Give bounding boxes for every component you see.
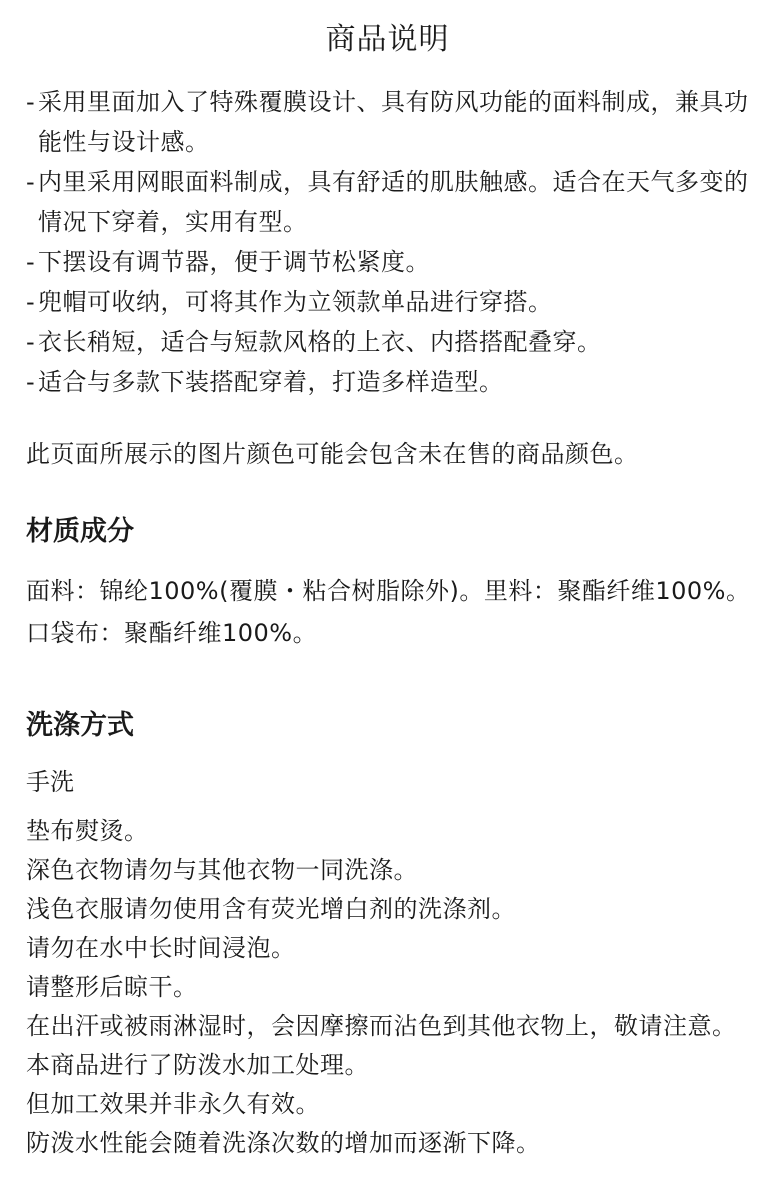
washing-instruction: 请勿在水中长时间浸泡。 (26, 934, 296, 962)
feature-text: 衣长稍短，适合与短款风格的上衣、内搭搭配叠穿。 (38, 328, 602, 356)
feature-item (26, 82, 756, 162)
color-disclaimer: 此页面所展示的图片颜色可能会包含未在售的商品颜色。 (26, 440, 639, 468)
feature-item (26, 322, 756, 362)
washing-heading: 洗涤方式 (26, 710, 134, 741)
washing-instruction: 深色衣物请勿与其他衣物一同洗涤。 (26, 856, 418, 884)
page-title: 商品说明 (325, 22, 450, 57)
feature-item (26, 242, 756, 282)
washing-instruction: 浅色衣服请勿使用含有荧光增白剂的洗涤剂。 (26, 895, 516, 923)
bullet-dash: - (26, 248, 36, 276)
feature-text: 采用里面加入了特殊覆膜设计、具有防风功能的面料制成，兼具功能性与设计感。 (38, 88, 749, 156)
bullet-dash: - (26, 88, 36, 116)
feature-text: 兜帽可收纳，可将其作为立领款单品进行穿搭。 (38, 288, 553, 316)
feature-item (26, 162, 756, 242)
bullet-dash: - (26, 328, 36, 356)
feature-item (26, 362, 756, 402)
washing-instruction: 但加工效果并非永久有效。 (26, 1090, 320, 1118)
feature-text: 内里采用网眼面料制成，具有舒适的肌肤触感。适合在天气多变的情况下穿着，实用有型。 (38, 168, 749, 236)
feature-list (26, 82, 756, 402)
washing-instruction: 请整形后晾干。 (26, 973, 198, 1001)
washing-instruction: 在出汗或被雨淋湿时，会因摩擦而沾色到其他衣物上，敬请注意。 (26, 1012, 737, 1040)
bullet-dash: - (26, 288, 36, 316)
washing-instruction: 本商品进行了防泼水加工处理。 (26, 1051, 369, 1079)
bullet-dash: - (26, 368, 36, 396)
feature-text: 适合与多款下装搭配穿着，打造多样造型。 (38, 368, 504, 396)
washing-instruction: 防泼水性能会随着洗涤次数的增加而逐渐下降。 (26, 1129, 541, 1157)
feature-item (26, 282, 756, 322)
washing-method: 手洗 (26, 768, 74, 796)
material-composition: 面料：锦纶100%(覆膜・粘合树脂除外)。里料：聚酯纤维100%。口袋布：聚酯纤维100%。 (26, 577, 751, 647)
bullet-dash: - (26, 168, 36, 196)
feature-text: 下摆设有调节器，便于调节松紧度。 (38, 248, 430, 276)
washing-instructions (26, 812, 756, 1163)
washing-instruction: 垫布熨烫。 (26, 817, 149, 845)
material-heading: 材质成分 (26, 516, 134, 547)
